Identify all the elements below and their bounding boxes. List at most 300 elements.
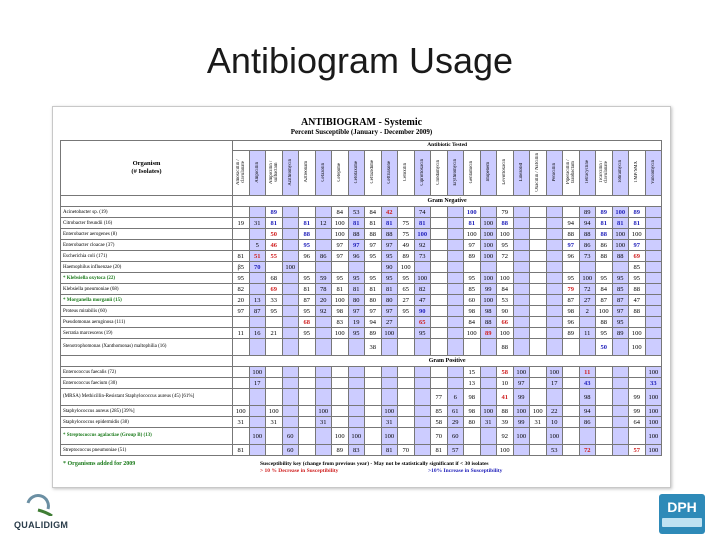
- susceptibility-cell: [629, 317, 646, 328]
- susceptibility-cell: [546, 306, 563, 317]
- susceptibility-cell: 100: [645, 445, 662, 456]
- antibiotic-column-header: [464, 151, 481, 196]
- susceptibility-cell: 100: [480, 229, 497, 240]
- susceptibility-cell: [266, 262, 283, 273]
- antibiotic-name: Cefoxitin: [403, 162, 409, 182]
- susceptibility-cell: [563, 378, 580, 389]
- susceptibility-cell: [431, 207, 448, 218]
- susceptibility-cell: 89: [596, 207, 613, 218]
- dph-logo: [659, 494, 705, 534]
- susceptibility-cell: 95: [299, 240, 316, 251]
- susceptibility-cell: 98: [464, 306, 481, 317]
- susceptibility-cell: 99: [629, 406, 646, 417]
- antibiotic-column-header: [497, 151, 514, 196]
- susceptibility-cell: [332, 339, 349, 356]
- susceptibility-cell: [414, 445, 431, 456]
- susceptibility-cell: [431, 229, 448, 240]
- antibiotic-column-header: [414, 151, 431, 196]
- susceptibility-cell: [233, 207, 250, 218]
- organism-name: * Morganella morganii (15): [61, 295, 233, 306]
- susceptibility-cell: [546, 284, 563, 295]
- susceptibility-cell: [546, 240, 563, 251]
- susceptibility-cell: 98: [480, 306, 497, 317]
- susceptibility-cell: [365, 262, 382, 273]
- susceptibility-cell: 95: [398, 273, 415, 284]
- susceptibility-cell: [447, 328, 464, 339]
- susceptibility-cell: [629, 367, 646, 378]
- susceptibility-cell: [447, 229, 464, 240]
- organism-name: Enterococcus faecalis (72): [61, 367, 233, 378]
- susceptibility-cell: 53: [348, 207, 365, 218]
- susceptibility-cell: [447, 317, 464, 328]
- susceptibility-cell: 95: [266, 306, 283, 317]
- susceptibility-cell: 89: [480, 328, 497, 339]
- susceptibility-cell: [282, 406, 299, 417]
- susceptibility-cell: [480, 445, 497, 456]
- susceptibility-cell: 66: [497, 317, 514, 328]
- susceptibility-cell: 97: [348, 240, 365, 251]
- antibiotic-name: Ticarcillin / clavulanate: [598, 160, 609, 184]
- susceptibility-cell: 21: [266, 328, 283, 339]
- susceptibility-cell: 65: [414, 317, 431, 328]
- susceptibility-cell: [315, 389, 332, 406]
- susceptibility-cell: [266, 445, 283, 456]
- antibiotic-column-header: [332, 151, 349, 196]
- susceptibility-cell: 96: [563, 317, 580, 328]
- susceptibility-cell: [431, 367, 448, 378]
- table-row: [61, 406, 662, 417]
- antibiotic-column-header: [299, 151, 316, 196]
- table-row: [61, 317, 662, 328]
- susceptibility-cell: [299, 428, 316, 445]
- susceptibility-cell: 100: [381, 328, 398, 339]
- susceptibility-cell: 89: [612, 328, 629, 339]
- susceptibility-cell: [645, 218, 662, 229]
- susceptibility-cell: 51: [249, 251, 266, 262]
- susceptibility-cell: 16: [249, 328, 266, 339]
- antibiotic-name: Ciprofloxacin: [419, 158, 425, 186]
- susceptibility-cell: 100: [612, 207, 629, 218]
- footnote: * Organisms added for 2009: [63, 461, 136, 467]
- susceptibility-cell: 92: [497, 428, 514, 445]
- susceptibility-cell: [233, 389, 250, 406]
- susceptibility-cell: 88: [629, 284, 646, 295]
- susceptibility-cell: 47: [414, 295, 431, 306]
- susceptibility-cell: [447, 262, 464, 273]
- susceptibility-cell: [431, 262, 448, 273]
- susceptibility-cell: [530, 328, 547, 339]
- organism-header: Organism (# Isolates): [61, 141, 233, 196]
- susceptibility-cell: 81: [414, 218, 431, 229]
- susceptibility-cell: [480, 339, 497, 356]
- susceptibility-cell: 100: [348, 428, 365, 445]
- table-row: [61, 445, 662, 456]
- antibiotic-name: Vancomycin: [650, 160, 656, 184]
- susceptibility-cell: [563, 417, 580, 428]
- susceptibility-cell: [645, 207, 662, 218]
- key-line: Susceptibility key (change from previous year) - May not be statistically significant if < 30 isolates: [260, 461, 489, 467]
- susceptibility-cell: 60: [447, 428, 464, 445]
- susceptibility-cell: 99: [513, 389, 530, 406]
- susceptibility-cell: 81: [266, 218, 283, 229]
- susceptibility-cell: [480, 207, 497, 218]
- susceptibility-cell: 100: [480, 273, 497, 284]
- organism-name: Enterobacter cloacae (37): [61, 240, 233, 251]
- susceptibility-cell: 100: [266, 406, 283, 417]
- susceptibility-cell: [233, 367, 250, 378]
- susceptibility-cell: 60: [464, 295, 481, 306]
- susceptibility-cell: 57: [447, 445, 464, 456]
- susceptibility-cell: 100: [381, 406, 398, 417]
- susceptibility-cell: [447, 306, 464, 317]
- susceptibility-cell: [563, 207, 580, 218]
- susceptibility-cell: 94: [579, 218, 596, 229]
- antibiotic-name: Penicillin: [551, 162, 557, 182]
- susceptibility-cell: 86: [579, 240, 596, 251]
- susceptibility-cell: [414, 389, 431, 406]
- susceptibility-cell: [480, 262, 497, 273]
- susceptibility-cell: 85: [629, 262, 646, 273]
- susceptibility-cell: 86: [579, 417, 596, 428]
- susceptibility-cell: 81: [332, 284, 349, 295]
- susceptibility-cell: 88: [612, 251, 629, 262]
- susceptibility-cell: [645, 295, 662, 306]
- susceptibility-cell: 95: [596, 273, 613, 284]
- susceptibility-cell: 73: [579, 251, 596, 262]
- susceptibility-cell: [546, 389, 563, 406]
- susceptibility-cell: 97: [365, 306, 382, 317]
- susceptibility-cell: [596, 445, 613, 456]
- susceptibility-cell: 95: [563, 273, 580, 284]
- susceptibility-cell: 96: [563, 251, 580, 262]
- susceptibility-cell: 100: [546, 367, 563, 378]
- susceptibility-cell: 97: [365, 240, 382, 251]
- susceptibility-cell: [233, 378, 250, 389]
- susceptibility-cell: [447, 378, 464, 389]
- organism-name: Staphylococcus aureus (285) [39%]: [61, 406, 233, 417]
- susceptibility-cell: 13: [249, 295, 266, 306]
- susceptibility-cell: 95: [299, 328, 316, 339]
- table-row: [61, 339, 662, 356]
- table-row: [61, 262, 662, 273]
- susceptibility-cell: 74: [414, 207, 431, 218]
- susceptibility-cell: [596, 378, 613, 389]
- susceptibility-cell: 88: [497, 339, 514, 356]
- susceptibility-cell: [348, 367, 365, 378]
- susceptibility-cell: 33: [645, 378, 662, 389]
- susceptibility-cell: 94: [579, 406, 596, 417]
- susceptibility-cell: 100: [332, 229, 349, 240]
- susceptibility-cell: 79: [497, 207, 514, 218]
- susceptibility-cell: [513, 240, 530, 251]
- susceptibility-cell: [546, 218, 563, 229]
- susceptibility-cell: [282, 251, 299, 262]
- table-row: [61, 229, 662, 240]
- susceptibility-cell: [332, 262, 349, 273]
- susceptibility-cell: 87: [612, 295, 629, 306]
- susceptibility-cell: [546, 273, 563, 284]
- susceptibility-cell: [530, 218, 547, 229]
- susceptibility-cell: 81: [381, 445, 398, 456]
- susceptibility-cell: 12: [315, 218, 332, 229]
- susceptibility-cell: 81: [381, 218, 398, 229]
- susceptibility-cell: [530, 317, 547, 328]
- susceptibility-cell: 95: [299, 273, 316, 284]
- susceptibility-cell: 88: [381, 229, 398, 240]
- susceptibility-cell: [299, 378, 316, 389]
- susceptibility-cell: 95: [365, 251, 382, 262]
- susceptibility-cell: 86: [315, 251, 332, 262]
- susceptibility-cell: 97: [332, 240, 349, 251]
- susceptibility-cell: [365, 428, 382, 445]
- susceptibility-cell: 11: [233, 328, 250, 339]
- susceptibility-cell: [282, 306, 299, 317]
- susceptibility-cell: [645, 229, 662, 240]
- susceptibility-cell: 64: [629, 417, 646, 428]
- antibiotic-name: Gentamicin: [469, 160, 475, 184]
- susceptibility-cell: 100: [332, 218, 349, 229]
- document-subtitle: Percent Susceptible (January - December 2009): [290, 128, 433, 136]
- table-row: [61, 273, 662, 284]
- susceptibility-cell: 97: [612, 306, 629, 317]
- organism-name: Klebsiella pneumoniae (68): [61, 284, 233, 295]
- susceptibility-cell: [513, 339, 530, 356]
- key-decrease: > 10 % Decrease in Susceptibility: [260, 468, 339, 474]
- antibiotic-name: Amoxicillin / clavulanate: [235, 159, 246, 185]
- susceptibility-cell: 97: [381, 306, 398, 317]
- antibiotic-name: Cefazolin: [320, 162, 326, 182]
- susceptibility-cell: 100: [497, 445, 514, 456]
- susceptibility-cell: [645, 284, 662, 295]
- susceptibility-cell: [513, 317, 530, 328]
- susceptibility-cell: 100: [464, 229, 481, 240]
- susceptibility-cell: 80: [381, 295, 398, 306]
- susceptibility-cell: 81: [365, 284, 382, 295]
- susceptibility-cell: 31: [266, 417, 283, 428]
- susceptibility-cell: [348, 389, 365, 406]
- organism-name: Enterococcus faecium (30): [61, 378, 233, 389]
- table-row: [61, 367, 662, 378]
- susceptibility-cell: 68: [266, 273, 283, 284]
- susceptibility-cell: [530, 295, 547, 306]
- susceptibility-cell: [530, 339, 547, 356]
- susceptibility-cell: [398, 378, 415, 389]
- susceptibility-cell: 100: [579, 273, 596, 284]
- susceptibility-cell: 100: [629, 229, 646, 240]
- susceptibility-cell: [266, 339, 283, 356]
- susceptibility-cell: [431, 339, 448, 356]
- susceptibility-cell: 97: [348, 306, 365, 317]
- susceptibility-cell: [530, 229, 547, 240]
- susceptibility-cell: [365, 417, 382, 428]
- susceptibility-cell: 99: [513, 417, 530, 428]
- susceptibility-cell: [348, 406, 365, 417]
- susceptibility-cell: 10: [497, 378, 514, 389]
- susceptibility-cell: 100: [464, 328, 481, 339]
- susceptibility-cell: 95: [332, 273, 349, 284]
- susceptibility-cell: 100: [530, 406, 547, 417]
- susceptibility-cell: [645, 339, 662, 356]
- susceptibility-cell: [596, 406, 613, 417]
- susceptibility-cell: [563, 389, 580, 406]
- susceptibility-cell: [282, 295, 299, 306]
- antibiotic-column-header: [365, 151, 382, 196]
- susceptibility-cell: 90: [497, 306, 514, 317]
- susceptibility-cell: [596, 389, 613, 406]
- susceptibility-cell: [398, 339, 415, 356]
- susceptibility-cell: [513, 218, 530, 229]
- susceptibility-cell: [480, 428, 497, 445]
- antibiotic-column-header: [513, 151, 530, 196]
- susceptibility-cell: [513, 262, 530, 273]
- susceptibility-cell: 97: [381, 240, 398, 251]
- susceptibility-cell: 50: [596, 339, 613, 356]
- susceptibility-cell: 79: [563, 284, 580, 295]
- susceptibility-cell: 95: [497, 240, 514, 251]
- susceptibility-cell: 27: [579, 295, 596, 306]
- susceptibility-cell: [530, 428, 547, 445]
- susceptibility-cell: 75: [398, 229, 415, 240]
- qualidigm-logo: [14, 490, 94, 535]
- susceptibility-cell: [266, 378, 283, 389]
- susceptibility-cell: [315, 328, 332, 339]
- susceptibility-cell: [315, 262, 332, 273]
- susceptibility-cell: [513, 306, 530, 317]
- susceptibility-cell: [414, 406, 431, 417]
- antibiotic-column-header: [381, 151, 398, 196]
- susceptibility-cell: 49: [398, 240, 415, 251]
- susceptibility-cell: 92: [315, 306, 332, 317]
- susceptibility-cell: [513, 445, 530, 456]
- susceptibility-cell: 87: [563, 295, 580, 306]
- organism-name: Citrobacter freundii (16): [61, 218, 233, 229]
- susceptibility-cell: 100: [546, 428, 563, 445]
- susceptibility-cell: 100: [332, 328, 349, 339]
- susceptibility-cell: [612, 428, 629, 445]
- susceptibility-cell: [282, 218, 299, 229]
- antibiotic-name: Aztreonam: [304, 161, 310, 183]
- susceptibility-cell: [348, 339, 365, 356]
- susceptibility-cell: 87: [249, 306, 266, 317]
- antibiotic-column-header: [596, 151, 613, 196]
- susceptibility-cell: 58: [497, 367, 514, 378]
- susceptibility-cell: 2: [579, 306, 596, 317]
- susceptibility-cell: [530, 378, 547, 389]
- antibiotic-column-header: [563, 151, 580, 196]
- susceptibility-cell: 80: [348, 295, 365, 306]
- susceptibility-cell: 95: [348, 273, 365, 284]
- susceptibility-cell: 17: [249, 378, 266, 389]
- susceptibility-cell: 96: [348, 251, 365, 262]
- susceptibility-cell: 84: [365, 207, 382, 218]
- susceptibility-cell: 95: [381, 251, 398, 262]
- susceptibility-cell: 95: [381, 273, 398, 284]
- susceptibility-cell: 47: [629, 295, 646, 306]
- antibiotic-name: Cefepime: [337, 162, 343, 182]
- section-spacer: [61, 196, 233, 207]
- susceptibility-cell: [398, 417, 415, 428]
- organism-name: Proteus mirabilis (60): [61, 306, 233, 317]
- antibiotic-column-header: [431, 151, 448, 196]
- susceptibility-cell: [431, 317, 448, 328]
- organism-name: Haemophilus influenzae (20): [61, 262, 233, 273]
- susceptibility-cell: [414, 417, 431, 428]
- susceptibility-cell: [546, 328, 563, 339]
- susceptibility-cell: 100: [480, 251, 497, 262]
- antibiotic-column-header: [530, 151, 547, 196]
- susceptibility-cell: [563, 367, 580, 378]
- susceptibility-cell: 20: [233, 295, 250, 306]
- susceptibility-cell: [497, 262, 514, 273]
- susceptibility-cell: [431, 306, 448, 317]
- susceptibility-cell: [447, 367, 464, 378]
- susceptibility-cell: 81: [348, 218, 365, 229]
- susceptibility-cell: [282, 339, 299, 356]
- susceptibility-cell: [431, 273, 448, 284]
- susceptibility-cell: 89: [332, 445, 349, 456]
- susceptibility-cell: [612, 367, 629, 378]
- susceptibility-cell: [579, 339, 596, 356]
- susceptibility-cell: 31: [315, 417, 332, 428]
- susceptibility-cell: [266, 367, 283, 378]
- susceptibility-cell: [332, 367, 349, 378]
- antibiotic-column-header: [579, 151, 596, 196]
- susceptibility-cell: [249, 445, 266, 456]
- susceptibility-cell: [546, 339, 563, 356]
- susceptibility-cell: [546, 229, 563, 240]
- susceptibility-cell: [365, 367, 382, 378]
- susceptibility-cell: [249, 339, 266, 356]
- susceptibility-cell: [249, 406, 266, 417]
- susceptibility-cell: [249, 207, 266, 218]
- susceptibility-cell: [530, 240, 547, 251]
- susceptibility-cell: 100: [497, 273, 514, 284]
- susceptibility-cell: 85: [431, 406, 448, 417]
- susceptibility-cell: 88: [348, 229, 365, 240]
- susceptibility-cell: 20: [315, 295, 332, 306]
- susceptibility-cell: [464, 445, 481, 456]
- organism-name: * Streptococcus agalactiae (Group B) (13): [61, 428, 233, 445]
- antibiotic-column-header: [546, 151, 563, 196]
- susceptibility-cell: 19: [233, 218, 250, 229]
- antibiogram-table: [60, 140, 662, 456]
- susceptibility-cell: [282, 273, 299, 284]
- susceptibility-cell: [233, 339, 250, 356]
- susceptibility-cell: [447, 273, 464, 284]
- susceptibility-cell: 53: [497, 295, 514, 306]
- susceptibility-cell: 88: [596, 251, 613, 262]
- susceptibility-cell: 81: [612, 218, 629, 229]
- susceptibility-cell: [431, 251, 448, 262]
- susceptibility-cell: [282, 378, 299, 389]
- susceptibility-cell: 100: [513, 406, 530, 417]
- susceptibility-cell: [315, 229, 332, 240]
- susceptibility-cell: [315, 317, 332, 328]
- susceptibility-cell: [282, 417, 299, 428]
- susceptibility-cell: 15: [464, 367, 481, 378]
- susceptibility-cell: [381, 367, 398, 378]
- susceptibility-cell: [365, 378, 382, 389]
- susceptibility-cell: [365, 406, 382, 417]
- susceptibility-cell: [282, 240, 299, 251]
- susceptibility-cell: 100: [629, 339, 646, 356]
- susceptibility-cell: 81: [381, 284, 398, 295]
- susceptibility-cell: [645, 317, 662, 328]
- table-row: [61, 207, 662, 218]
- susceptibility-cell: 100: [249, 367, 266, 378]
- susceptibility-cell: 89: [629, 207, 646, 218]
- table-row: [61, 306, 662, 317]
